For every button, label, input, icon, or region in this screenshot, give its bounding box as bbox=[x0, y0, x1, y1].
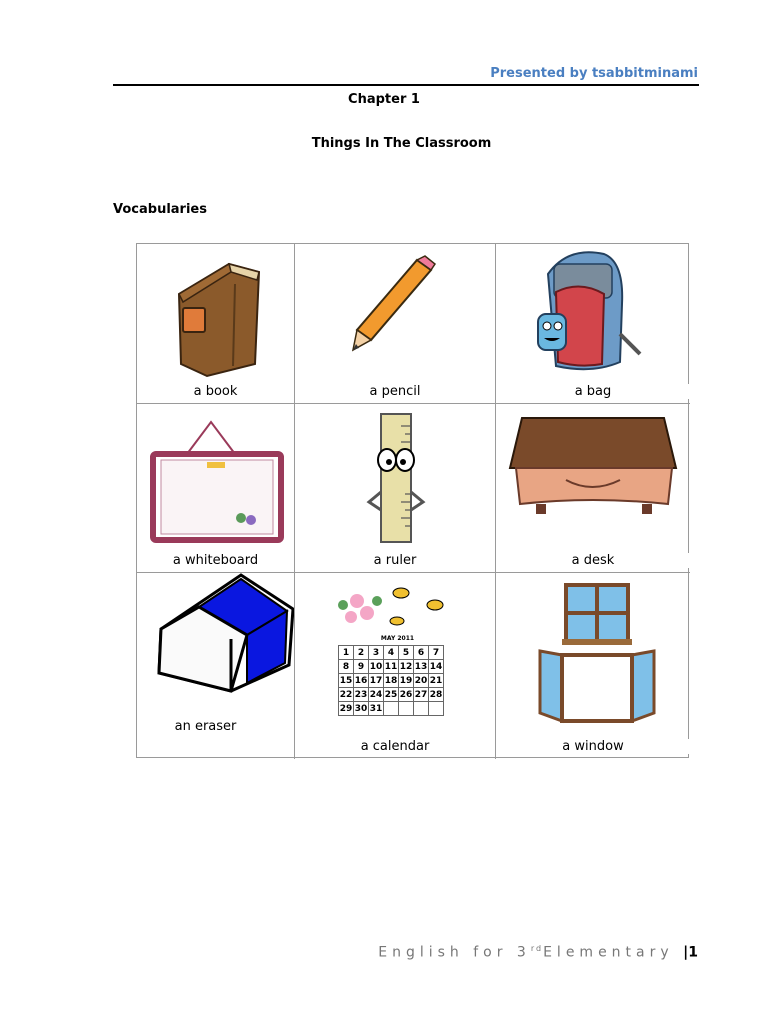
vocab-cell-window bbox=[496, 573, 690, 759]
calendar-day: 20 bbox=[414, 675, 428, 686]
presenter-credit: Presented by tsabbitminami bbox=[490, 66, 698, 81]
calendar-day: 5 bbox=[399, 646, 414, 660]
calendar-day bbox=[414, 702, 429, 716]
vocab-label: a book bbox=[137, 384, 294, 399]
calendar-day: 25 bbox=[384, 689, 398, 700]
calendar-day: 8 bbox=[339, 660, 354, 674]
vocab-cell-pencil bbox=[295, 244, 496, 404]
vocab-cell-book bbox=[137, 244, 295, 404]
calendar-day: 21 bbox=[429, 675, 443, 686]
calendar-day: 12 bbox=[399, 661, 413, 672]
vocab-cell-desk bbox=[496, 404, 690, 573]
calendar-day: 19 bbox=[399, 675, 413, 686]
footer-separator: | bbox=[683, 944, 689, 961]
calendar-day: 6 bbox=[414, 646, 429, 660]
calendar-week-row bbox=[339, 688, 444, 702]
calendar-day: 9 bbox=[354, 660, 369, 674]
calendar-day: 11 bbox=[384, 661, 398, 672]
vocab-label: a calendar bbox=[295, 739, 495, 754]
vocab-label: a whiteboard bbox=[137, 553, 294, 568]
page-title: Things In The Classroom bbox=[311, 136, 492, 151]
footer-course-text: English for 3 bbox=[378, 944, 531, 961]
vocab-cell-calendar bbox=[295, 573, 496, 759]
vocab-cell-whiteboard bbox=[137, 404, 295, 573]
backpack-icon bbox=[496, 244, 690, 404]
calendar-day: 30 bbox=[354, 703, 368, 714]
calendar-day: 16 bbox=[354, 675, 368, 686]
vocab-cell-eraser bbox=[137, 573, 295, 759]
vocab-label: a ruler bbox=[295, 553, 495, 568]
footer-superscript: rd bbox=[530, 944, 544, 953]
calendar-week-row bbox=[339, 674, 444, 688]
ruler-icon bbox=[295, 404, 496, 573]
calendar-month: MAY 2011 bbox=[380, 635, 415, 642]
calendar-day: 29 bbox=[339, 703, 353, 714]
page-footer bbox=[378, 944, 698, 961]
calendar-week-row bbox=[339, 646, 444, 660]
calendar-day: 7 bbox=[429, 646, 444, 660]
vocab-cell-ruler bbox=[295, 404, 496, 573]
desk-icon bbox=[496, 404, 690, 573]
vocabulary-grid bbox=[136, 243, 689, 758]
header-rule bbox=[113, 84, 699, 86]
calendar-day: 28 bbox=[429, 689, 443, 700]
vocab-cell-bag bbox=[496, 244, 690, 404]
pencil-icon bbox=[295, 244, 496, 404]
page-number: 1 bbox=[688, 944, 698, 961]
vocab-label: an eraser bbox=[137, 719, 294, 734]
calendar-day: 17 bbox=[369, 675, 383, 686]
calendar-day bbox=[384, 702, 399, 716]
calendar-day: 2 bbox=[354, 646, 369, 660]
calendar-day: 3 bbox=[369, 646, 384, 660]
calendar-day bbox=[399, 702, 414, 716]
calendar-day: 13 bbox=[414, 661, 428, 672]
window-icon bbox=[496, 573, 690, 759]
calendar-day: 27 bbox=[414, 689, 428, 700]
vocab-label: a window bbox=[496, 739, 690, 754]
whiteboard-icon bbox=[137, 404, 295, 573]
calendar-day: 15 bbox=[339, 675, 353, 686]
calendar-week-row bbox=[339, 660, 444, 674]
calendar-day: 31 bbox=[369, 703, 383, 714]
calendar-day: 1 bbox=[339, 646, 354, 660]
chapter-heading: Chapter 1 bbox=[348, 92, 420, 107]
vocab-label: a bag bbox=[496, 384, 690, 399]
calendar-day: 22 bbox=[339, 689, 353, 700]
calendar-day bbox=[429, 702, 444, 716]
footer-course-text-2: Elementary bbox=[543, 944, 674, 961]
flowers-icon bbox=[338, 594, 382, 623]
section-heading: Vocabularies bbox=[113, 202, 207, 217]
vocab-label: a desk bbox=[496, 553, 690, 568]
book-icon bbox=[137, 244, 295, 404]
calendar-day: 14 bbox=[429, 661, 443, 672]
calendar-day: 26 bbox=[399, 689, 413, 700]
calendar-day: 24 bbox=[369, 689, 383, 700]
vocab-label: a pencil bbox=[295, 384, 495, 399]
calendar-day: 10 bbox=[369, 661, 383, 672]
calendar-day: 18 bbox=[384, 675, 398, 686]
calendar-day: 23 bbox=[354, 689, 368, 700]
calendar-week-row bbox=[339, 702, 444, 716]
calendar-day: 4 bbox=[384, 646, 399, 660]
calendar-grid bbox=[338, 645, 444, 716]
